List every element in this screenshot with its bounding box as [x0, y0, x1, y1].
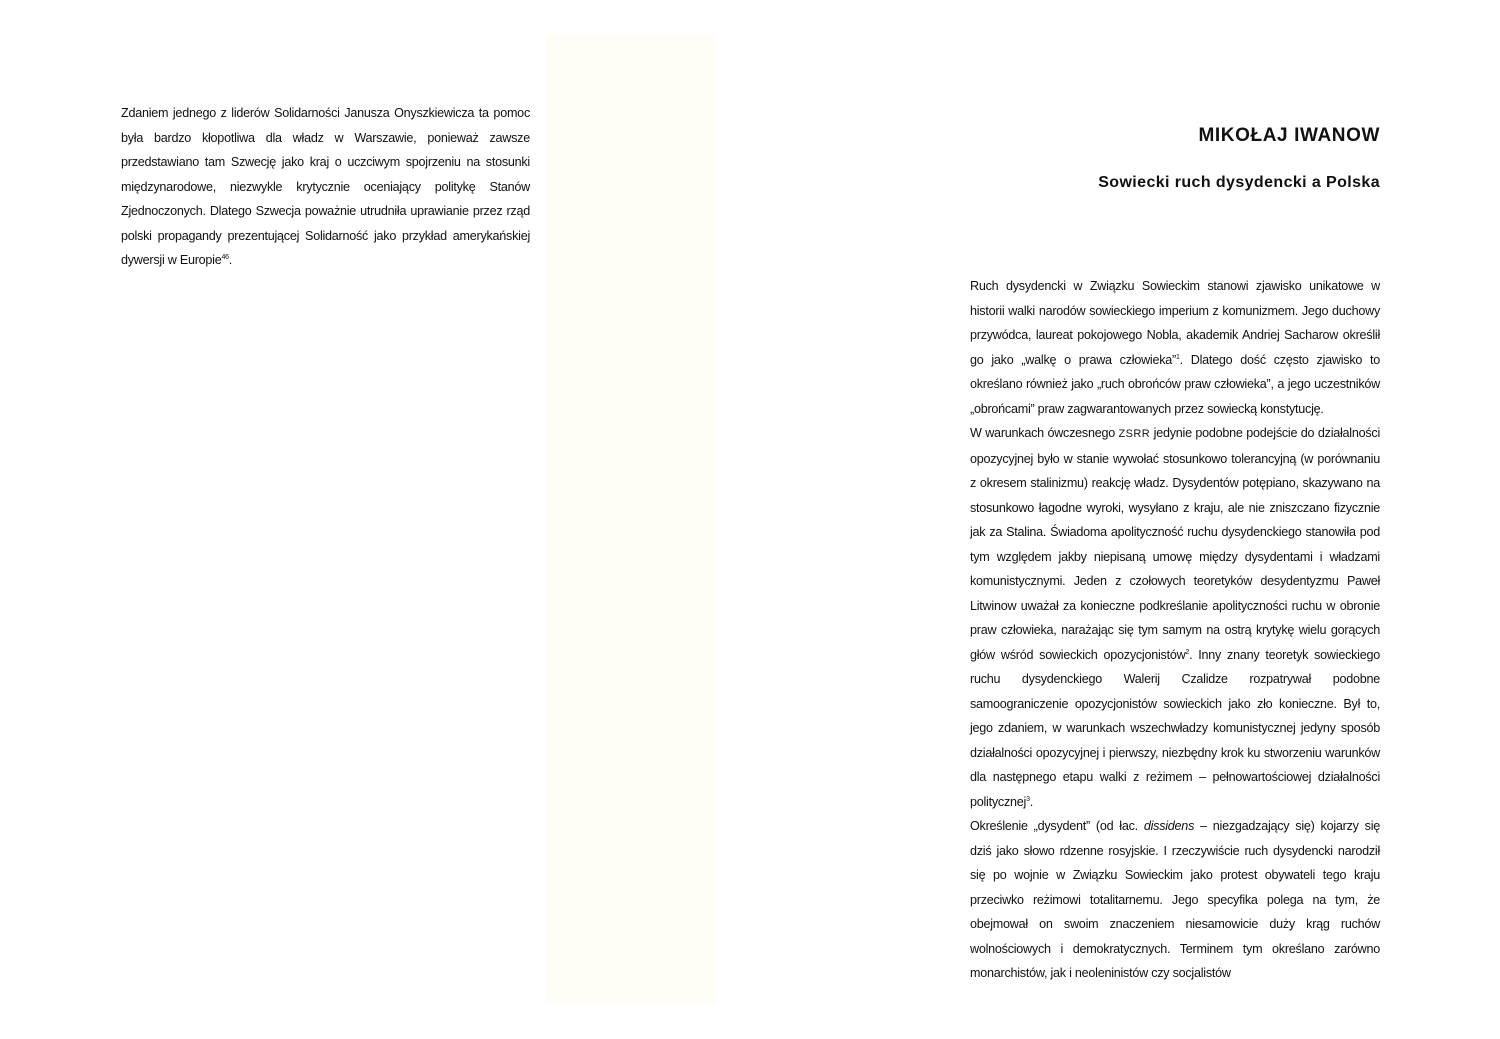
latin-term: dissidens	[1143, 819, 1195, 833]
page-gutter	[546, 34, 716, 1004]
left-paragraph-text: Zdaniem jednego z liderów Solidarności Janusza Onyszkiewicza ta pomoc była bardzo kłopotliwa dla władz w Warszawie, ponieważ zawsze przedstawiano tam Szwecję jako kraj o uczciwym spojrzeniu na stosunki międzynarodowe, niezwykle krytycznie oceniający politykę Stanów Zjednoczonych. Dlatego Szwecja poważnie utrudniła uprawianie przez rząd polski propagandy prezentującej Solidarność jako przykład amerykańskiej dywersji w Europie	[121, 106, 530, 267]
author-name: MIKOŁAJ IWANOW	[1198, 125, 1380, 146]
paragraph-3-text-b: – niezgadzający się) kojarzy się dziś jako słowo rdzenne rosyjskie. I rzeczywiście ruch dysydencki narodził się po wojnie w Związku Sowieckim jako protest obywateli tego kraju przeciwko reżimowi totalitarnemu. Jego specyfika polega na tym, że obejmował on swoim znaczeniem niesamowicie duży krąg ruchów wolnościowych i demokratycznych. Terminem tym określano zarówno monarchistów, jak i neoleninistów czy socjalistów	[970, 819, 1380, 980]
right-page	[970, 120, 1380, 986]
paragraph-1	[970, 274, 1380, 421]
footnote-ref-3[interactable]: 3	[1026, 795, 1030, 803]
paragraph-1-text-a: Ruch dysydencki w Związku Sowieckim stanowi zjawisko unikatowe w historii walki narodów sowieckiego imperium z komunizmem. Jego duchowy przywódca, laureat pokojowego Nobla, akademik Andriej Sacharow określił go jako „walkę o prawa człowieka”	[970, 279, 1380, 367]
paragraph-3	[970, 814, 1380, 986]
paragraph-2-text-d: .	[1029, 794, 1033, 809]
footnote-ref-1[interactable]: 1	[1175, 353, 1180, 361]
paragraph-2-text-c: . Inny znany teoretyk sowieckiego ruchu dysydenckiego Walerij Czalidze rozpatrywał podobne samoograniczenie opozycjonistów sowieckich jako zło konieczne. Był to, jego zdaniem, w warunkach wszechwładzy komunistycznej jedyny sposób działalności opozycyjnej i pierwszy, niezbędny krok ku stworzeniu warunków dla następnego etapu walki z reżimem – pełnowartościowej działalności politycznej	[970, 647, 1380, 809]
abbreviation-zsrr: ZSRR	[1118, 428, 1151, 440]
paragraph-2	[970, 421, 1380, 814]
footnote-ref-2[interactable]: 2	[1185, 648, 1190, 656]
footnote-ref-46[interactable]: 46	[221, 253, 229, 261]
left-paragraph-end: .	[228, 253, 233, 267]
paragraph-2-text-a: W warunkach ówczesnego	[970, 426, 1119, 440]
left-paragraph	[121, 101, 530, 273]
paragraph-3-text-a: Określenie „dysydent” (od łac.	[970, 819, 1144, 833]
paragraph-1-text-b: . Dlatego dość często zjawisko to określano również jako „ruch obrońców praw człowieka”, a jego uczestników „obrońcami” praw zagwarantowanych przez sowiecką konstytucję.	[970, 352, 1380, 416]
paragraph-2-text-b: jedynie podobne podejście do działalności opozycyjnej było w stanie wywołać stosunkowo tolerancyjną (w porównaniu z okresem stalinizmu) reakcję władz. Dysydentów potępiano, skazywano na stosunkowo łagodne wyroki, wysyłano z kraju, ale nie zniszczano fizycznie jak za Stalina. Świadoma apolityczność ruchu dysydenckiego stanowiła pod tym względem jakby niepisaną umowę między dysydentami i władzami komunistycznymi. Jeden z czołowych teoretyków desydentyzmu Paweł Litwinow uważał za konieczne podkreślanie apolityczności ruchu w obronie praw człowieka, narażając się tym samym na ostrą krytykę wielu gorących głów wśród sowieckich opozycjonistów	[970, 426, 1380, 662]
article-body	[970, 274, 1380, 986]
article-title: Sowiecki ruch dysydencki a Polska	[1098, 174, 1380, 191]
left-page	[121, 101, 530, 273]
